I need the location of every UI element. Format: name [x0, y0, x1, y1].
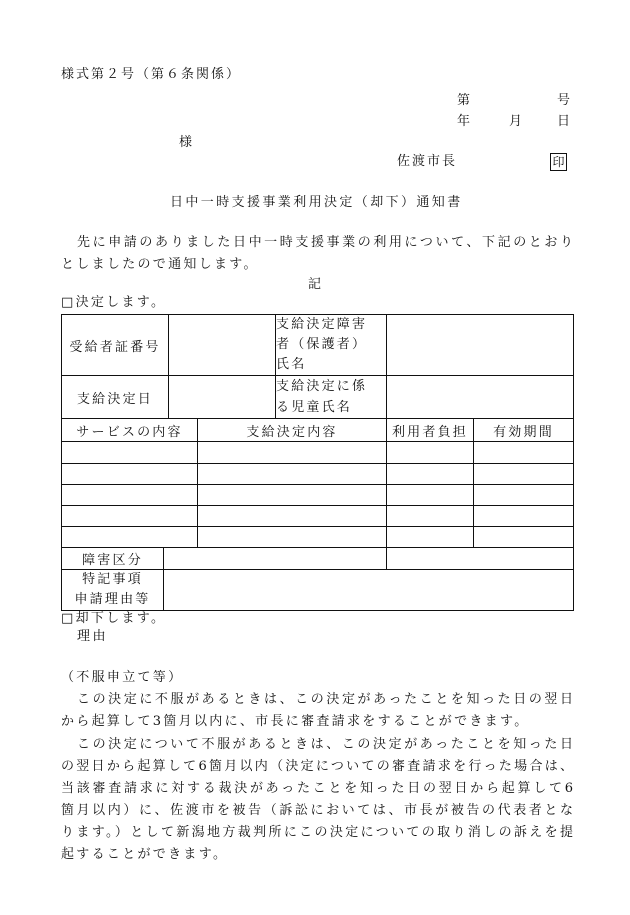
notes-label [62, 570, 164, 611]
decision-date-value [169, 376, 276, 419]
intro-line: 先に申請のありました日中一時支援事業の利用について、下記のとおり [77, 235, 573, 250]
certificate-number-value [169, 315, 276, 376]
recipient-table [61, 314, 574, 419]
appeal-line: から起算して3箇月以内に、市長に審査請求をすることができます。 [61, 714, 530, 729]
certificate-number-label: 受給者証番号 [62, 315, 169, 376]
intro-line: としましたので通知します。 [61, 257, 259, 272]
guardian-name-label [276, 315, 387, 376]
table-row [62, 315, 574, 376]
table-cell [387, 527, 474, 548]
table-cell [387, 464, 474, 485]
document-number-suffix: 号 [557, 93, 571, 108]
label-line: 氏名 [276, 357, 307, 372]
table-cell [62, 485, 198, 506]
notes-value [164, 570, 574, 611]
service-content-header: サービスの内容 [62, 419, 198, 442]
document-title: 日中一時支援事業利用決定（却下）通知書 [170, 195, 463, 210]
appeal-heading: （不服申立て等） [61, 670, 184, 685]
service-row [62, 464, 574, 485]
table-cell [474, 442, 574, 464]
disability-class-label: 障害区分 [62, 548, 164, 570]
table-cell [62, 527, 198, 548]
disability-class-value [164, 548, 387, 570]
user-charge-header: 利用者負担 [387, 419, 474, 442]
label-line: る児童氏名 [276, 400, 353, 415]
label-line: 支給決定障害 [276, 317, 368, 332]
service-table [61, 418, 574, 548]
appeal-line: ります。）として新潟地方裁判所にこの決定についての取り消しの訴えを提 [61, 825, 573, 840]
table-cell [474, 527, 574, 548]
appeal-line: 起することができます。 [61, 847, 229, 862]
table-cell [387, 506, 474, 527]
decision-date-label: 支給決定日 [62, 376, 169, 419]
table-cell [474, 485, 574, 506]
service-row [62, 442, 574, 464]
decision-content-header: 支給決定内容 [198, 419, 387, 442]
label-line: 支給決定に係 [276, 379, 368, 394]
table-cell [474, 464, 574, 485]
table-cell [387, 442, 474, 464]
appeal-line: この決定に不服があるときは、この決定があったことを知った日の翌日 [77, 692, 573, 707]
document-number-prefix: 第 [457, 93, 471, 108]
decision-table [61, 314, 573, 611]
date-month: 月 [509, 114, 523, 129]
date-day: 日 [557, 114, 571, 129]
table-cell [62, 442, 198, 464]
ki-heading: 記 [308, 277, 322, 292]
table-row [62, 570, 574, 611]
table-cell [198, 442, 387, 464]
table-row [62, 548, 574, 570]
child-name-value [387, 376, 574, 419]
recipient-honorific: 様 [179, 135, 193, 150]
appeal-line: 箇月以内）に、佐渡市を被告（訴訟においては、市長が被告の代表者とな [61, 803, 573, 818]
guardian-name-value [387, 315, 574, 376]
appeal-line: この決定について不服があるときは、この決定があったことを知った日 [77, 737, 573, 752]
table-cell [198, 485, 387, 506]
label-line: 申請理由等 [74, 592, 151, 607]
table-cell [62, 464, 198, 485]
table-row [62, 376, 574, 419]
appeal-line: の翌日から起算して6箇月以内（決定についての審査請求を行った場合は、 [61, 759, 573, 774]
service-row [62, 485, 574, 506]
supplement-table [61, 547, 574, 611]
table-cell [62, 506, 198, 527]
table-cell [198, 527, 387, 548]
table-cell [474, 506, 574, 527]
table-header-row [62, 419, 574, 442]
date-year: 年 [457, 114, 471, 129]
child-name-label [276, 376, 387, 419]
table-cell [387, 548, 574, 570]
form-number: 様式第２号（第６条関係） [61, 67, 242, 82]
valid-period-header: 有効期間 [474, 419, 574, 442]
service-row [62, 527, 574, 548]
reason-label: 理由 [77, 629, 109, 644]
table-cell [198, 506, 387, 527]
issuer-name: 佐渡市長 [397, 154, 458, 169]
appeal-line: 当該審査請求に対する裁決があったことを知った日の翌日から起算して6 [61, 781, 573, 796]
label-line: 特記事項 [82, 572, 143, 587]
table-cell [198, 464, 387, 485]
label-line: 者（保護者） [276, 337, 368, 352]
rejection-option: □却下します。 [61, 611, 167, 626]
seal-mark: 印 [550, 153, 567, 171]
service-row [62, 506, 574, 527]
approval-option: □決定します。 [61, 295, 167, 310]
table-cell [387, 485, 474, 506]
